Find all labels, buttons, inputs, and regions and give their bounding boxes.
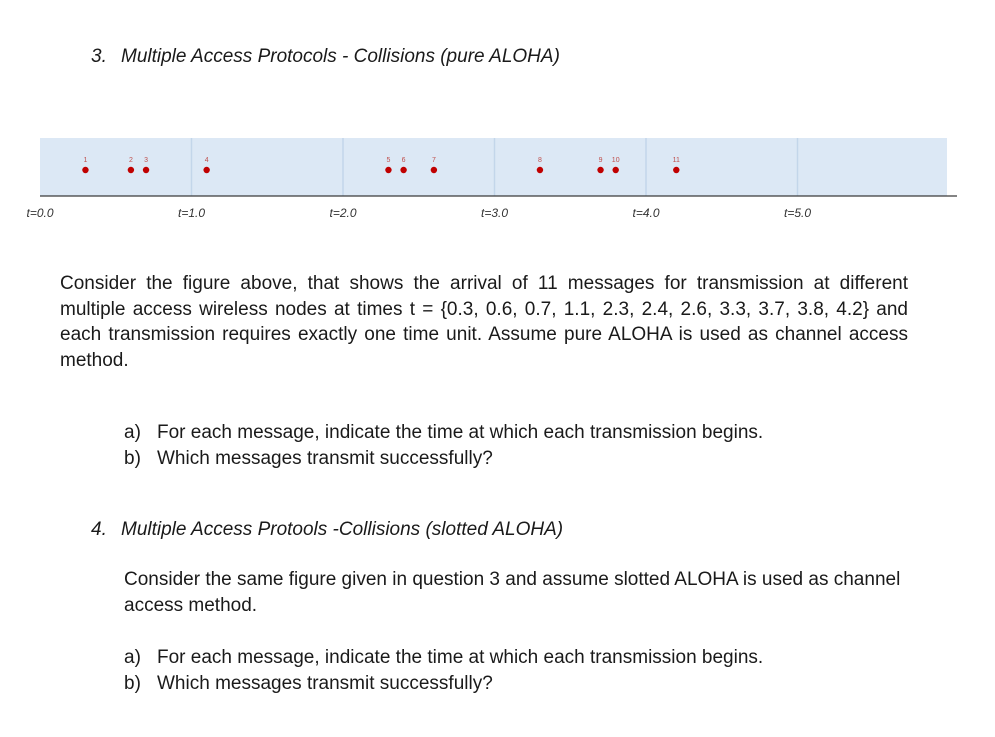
message-number-label: 7 <box>431 157 436 164</box>
part-label: a) <box>124 647 141 668</box>
question-4-number: 4. <box>91 519 107 540</box>
tick-label: t=2.0 <box>329 206 357 220</box>
arrival-dot <box>613 167 619 173</box>
part-text: For each message, indicate the time at which each transmission begins. <box>157 422 764 443</box>
message-number-label: 4 <box>204 157 209 164</box>
arrival-dot <box>203 167 209 173</box>
message-number-label: 8 <box>537 157 542 164</box>
arrival-dot <box>673 167 679 173</box>
question-3-part-b <box>124 446 763 472</box>
message-number-label: 3 <box>144 157 149 164</box>
part-label: a) <box>124 422 141 443</box>
part-text: Which messages transmit successfully? <box>157 672 493 694</box>
message-number-label: 5 <box>386 157 391 164</box>
arrival-dot <box>82 167 88 173</box>
part-label: b) <box>124 447 141 469</box>
message-number-label: 9 <box>598 157 603 164</box>
arrival-timeline <box>0 130 995 230</box>
tick-label: t=1.0 <box>177 206 206 220</box>
tick-label: t=3.0 <box>480 206 509 220</box>
arrival-dot <box>143 167 149 173</box>
question-3-parts <box>124 420 763 471</box>
part-text: Which messages transmit successfully? <box>157 447 493 469</box>
arrival-dot <box>400 167 406 173</box>
question-4-parts <box>124 645 763 696</box>
question-4-heading <box>91 519 563 541</box>
question-4-part-b <box>124 671 763 697</box>
message-number-label: 10 <box>611 157 620 164</box>
arrival-dot <box>385 167 391 173</box>
message-number-label: 2 <box>128 157 133 164</box>
arrival-dot <box>537 167 543 173</box>
question-4-part-a <box>124 645 763 671</box>
tick-label: t=5.0 <box>783 206 812 220</box>
arrival-dot <box>597 167 603 173</box>
question-4-title: Multiple Access Protools -Collisions (slotted ALOHA) <box>121 519 564 540</box>
timeline-tick-labels <box>26 206 811 220</box>
message-number-label: 6 <box>401 157 406 164</box>
question-3-body: Consider the figure above, that shows the arrival of 11 messages for transmission at different multiple access wireless nodes at times t = {0.3, 0.6, 0.7, 1.1, 2.3, 2.4, 2.6, 3.3, 3.7, 3.8, 4.2} and each transmission requires exactly one time unit. Assume pure ALOHA is used as channel access method. <box>60 273 908 371</box>
tick-label: t=0.0 <box>26 206 54 220</box>
arrival-dot <box>431 167 437 173</box>
part-text: For each message, indicate the time at which each transmission begins. <box>157 647 764 668</box>
timeline-background-band <box>40 138 947 196</box>
question-3-part-a <box>124 420 763 446</box>
part-label: b) <box>124 672 141 694</box>
message-number-label: 11 <box>672 157 680 164</box>
arrival-dot <box>128 167 134 173</box>
question-3-title: Multiple Access Protocols - Collisions (pure ALOHA) <box>121 46 560 67</box>
question-3-heading <box>91 46 560 68</box>
message-number-label: 1 <box>83 157 88 164</box>
question-4-body: Consider the same figure given in question 3 and assume slotted ALOHA is used as channel access method. <box>124 569 901 616</box>
question-3-number: 3. <box>91 46 107 67</box>
tick-label: t=4.0 <box>632 206 660 220</box>
